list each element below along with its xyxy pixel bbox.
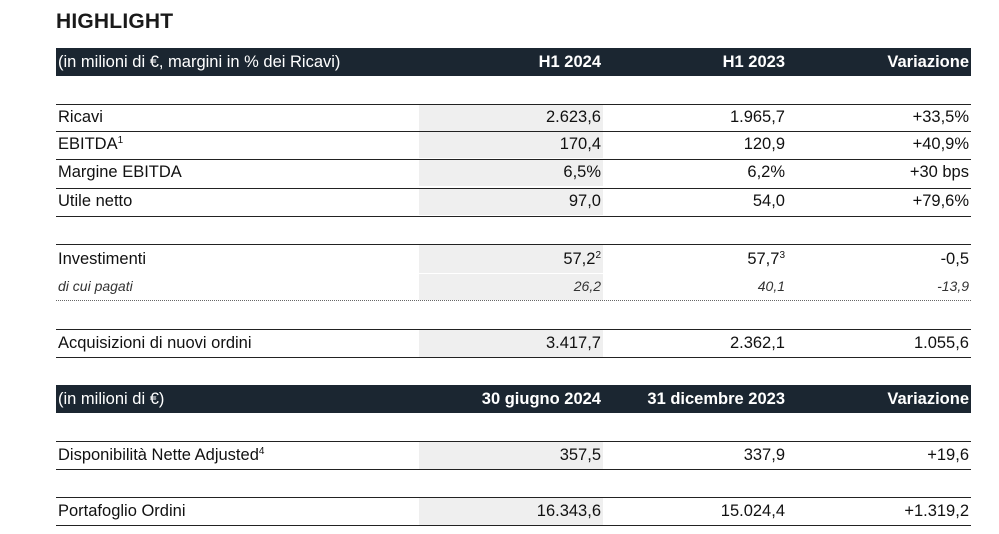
row-value-h1-2023: 6,2% (747, 163, 785, 181)
row-value-31-dicembre-2023: 15.024,4 (720, 502, 785, 520)
row-value-30-giugno-2024: 16.343,6 (536, 502, 601, 520)
table-row (56, 159, 971, 186)
row-value-variazione: -0,5 (940, 250, 969, 268)
table-row (56, 188, 971, 215)
header-col-30-giugno-2024: 30 giugno 2024 (481, 389, 601, 408)
row-value-variazione: +40,9% (912, 135, 969, 153)
row-label: Investimenti (58, 250, 147, 268)
header-col-h1-2023: H1 2023 (722, 52, 785, 71)
row-label: EBITDA$^1$ (58, 135, 124, 153)
row-value-variazione: +79,6% (912, 192, 969, 210)
table-row (56, 498, 971, 525)
row-value-31-dicembre-2023: 337,9 (743, 446, 785, 464)
row-value-h1-2023: 2.362,1 (729, 334, 785, 352)
row-value-h1-2024: 2.623,6 (545, 108, 601, 126)
footnote-marker: 3 (779, 250, 785, 261)
table-header (56, 385, 971, 413)
divider (56, 216, 971, 217)
highlight-table (56, 48, 971, 352)
divider (56, 300, 971, 301)
row-value-30-giugno-2024: 357,5 (559, 446, 601, 464)
position-table (56, 385, 971, 520)
header-col-label: (in milioni di €, margini in % dei Ricavi) (58, 52, 341, 71)
row-label: Disponibilità Nette Adjusted$^4$ (58, 446, 265, 464)
header-col-label: (in milioni di €) (58, 389, 165, 408)
row-value-variazione: +30 bps (909, 163, 969, 181)
divider (56, 525, 971, 526)
row-value-h1-2024: 97,0 (568, 192, 601, 210)
footnote-marker: 1 (117, 135, 124, 146)
row-value-variazione: +1.319,2 (904, 502, 969, 520)
table-header (56, 48, 971, 76)
table-row (56, 246, 971, 273)
row-value-h1-2023: 120,9 (743, 135, 785, 153)
row-value-h1-2024: 170,4 (559, 135, 601, 153)
header-col-variazione: Variazione (887, 389, 969, 408)
table-row (56, 273, 971, 300)
row-value-variazione: 1.055,6 (913, 334, 969, 352)
row-label: di cui pagati (58, 278, 133, 294)
row-value-variazione: -13,9 (937, 278, 969, 294)
page-title: HIGHLIGHT (56, 10, 174, 33)
header-col-variazione: Variazione (887, 52, 969, 71)
row-label: Ricavi (58, 108, 103, 126)
row-value-h1-2024: 57,2$^2$ (563, 250, 601, 268)
row-label: Utile netto (58, 192, 133, 210)
row-value-variazione: +19,6 (927, 446, 969, 464)
table-row (56, 104, 971, 131)
footnote-marker: 2 (595, 250, 601, 261)
footnote-marker: 4 (258, 446, 265, 457)
table-row (56, 131, 971, 158)
divider (56, 357, 971, 358)
row-value-h1-2024: 26,2 (573, 278, 601, 294)
row-label: Portafoglio Ordini (58, 502, 186, 520)
divider (56, 469, 971, 470)
row-value-h1-2023: 57,7$^3$ (747, 250, 785, 268)
row-value-h1-2023: 1.965,7 (729, 108, 785, 126)
header-col-h1-2024: H1 2024 (538, 52, 601, 71)
row-value-h1-2023: 54,0 (752, 192, 785, 210)
row-value-h1-2024: 6,5% (563, 163, 601, 181)
row-value-h1-2023: 40,1 (757, 278, 785, 294)
table-row (56, 330, 971, 357)
row-value-h1-2024: 3.417,7 (545, 334, 601, 352)
row-value-variazione: +33,5% (912, 108, 969, 126)
row-label: Margine EBITDA (58, 163, 182, 181)
row-label: Acquisizioni di nuovi ordini (58, 334, 252, 352)
table-row (56, 442, 971, 469)
header-col-31-dicembre-2023: 31 dicembre 2023 (647, 389, 785, 408)
